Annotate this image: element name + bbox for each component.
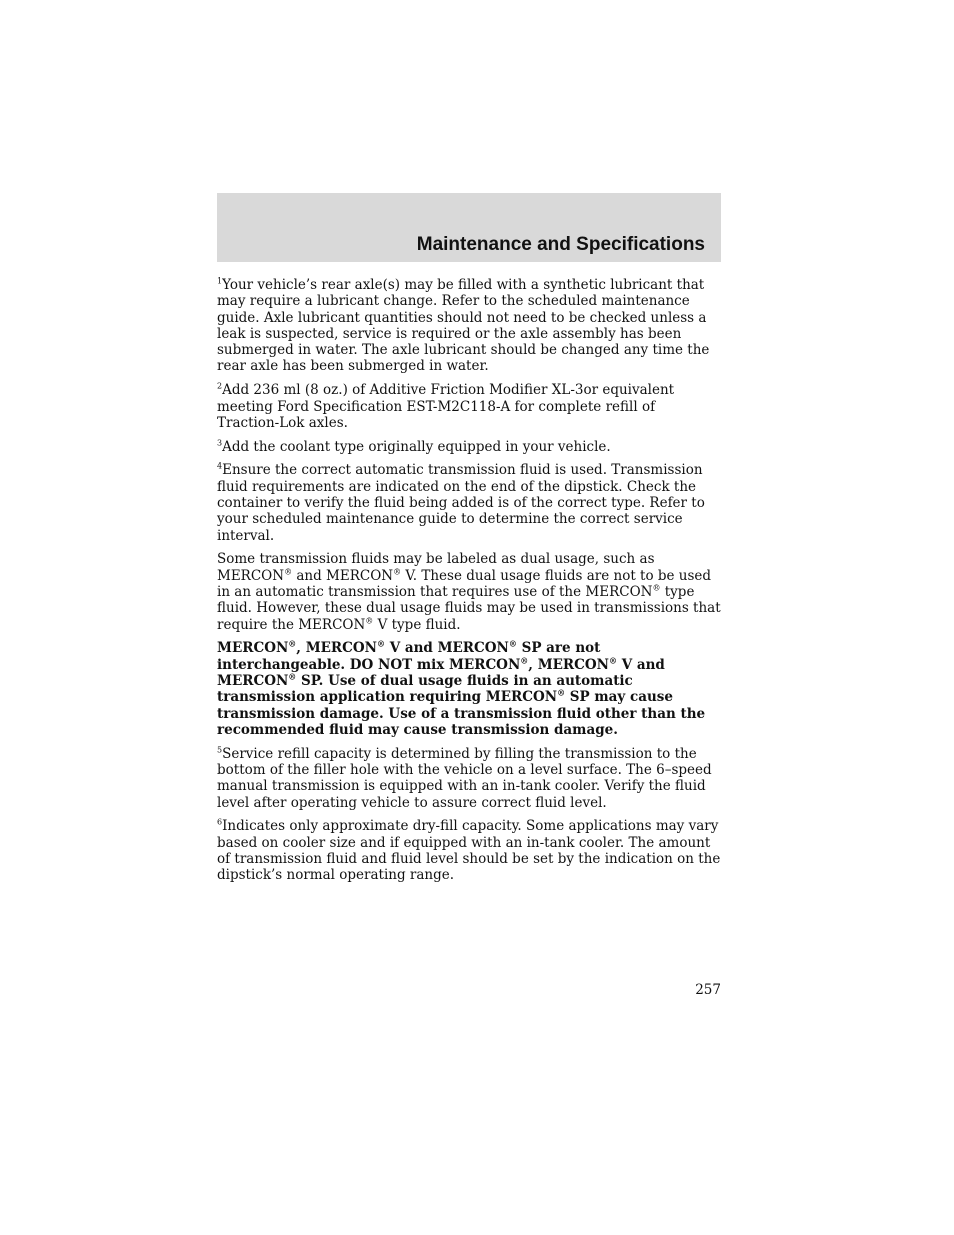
warning-text: MERCON®, MERCON® V and MERCON® SP are not interchangeable. DO NOT mix MERCON®, MERCON® V and MERCON® SP. Use of dual usage fluids in an automatic transmission application requiring MERCON® SP may cause transmission damage. Use of a transmission fluid other than the recommended fluid may cause transmission damage.: [217, 638, 706, 738]
footnote-marker: 3: [217, 438, 223, 448]
footnote-text: Ensure the correct automatic transmission fluid is used. Transmission fluid requirements are indicated on the end of the dipstick. Check the container to verify the fluid being added is of the correct type. Refer to your scheduled maintenance guide to determine the correct service interval.: [217, 462, 705, 544]
footnote-3: [217, 439, 721, 455]
footnote-text: Your vehicle’s rear axle(s) may be filled with a synthetic lubricant that may require a lubricant change. Refer to the scheduled maintenance guide. Axle lubricant quantities should not need to be checked unless a leak is suspected, service is required or the axle assembly has been submerged in water. The axle lubricant should be changed any time the rear axle has been submerged in water.: [217, 277, 710, 375]
registered-mark: ®: [288, 638, 297, 649]
footnote-text: Add the coolant type originally equipped in your vehicle.: [222, 438, 611, 455]
footnotes-body: [217, 277, 721, 891]
footnote-6: [217, 818, 721, 883]
registered-mark: ®: [393, 567, 402, 577]
registered-mark: ®: [284, 567, 293, 577]
footnote-4: [217, 462, 721, 543]
registered-mark: ®: [652, 583, 661, 593]
footnote-text: Service refill capacity is determined by filling the transmission to the bottom of the filler hole with the vehicle on a level surface. The 6–speed manual transmission is equipped with an in-tank cooler. Verify the fluid level after operating vehicle to assure correct fluid level.: [217, 745, 712, 811]
footnote-marker: 4: [217, 461, 223, 471]
warning-paragraph: [217, 640, 721, 738]
dual-usage-paragraph: [217, 551, 721, 632]
registered-mark: ®: [557, 687, 566, 698]
footnote-1: [217, 277, 721, 375]
registered-mark: ®: [609, 655, 617, 666]
registered-mark: ®: [508, 638, 517, 649]
footnote-marker: 6: [217, 817, 223, 827]
registered-mark: ®: [288, 671, 297, 682]
footnote-marker: 2: [217, 381, 223, 391]
footnote-5: [217, 746, 721, 811]
registered-mark: ®: [520, 655, 529, 666]
footnote-marker: 5: [217, 745, 223, 755]
section-title: Maintenance and Specifications: [416, 234, 705, 255]
footnote-2: [217, 382, 721, 431]
paragraph-text: Some transmission fluids may be labeled as dual usage, such as MERCON® and MERCON® V. These dual usage fluids are not to be used in an automatic transmission that requires use of the MERCON® type fluid. However, these dual usage fluids may be used in transmissions that require the MERCON® V type fluid.: [217, 551, 721, 633]
registered-mark: ®: [365, 616, 374, 626]
footnote-text: Add 236 ml (8 oz.) of Additive Friction Modifier XL-3or equivalent meeting Ford Specification EST-M2C118-A for complete refill of Traction-Lok axles.: [217, 382, 675, 431]
footnote-text: Indicates only approximate dry-fill capacity. Some applications may vary based on cooler size and if equipped with an in-tank cooler. The amount of transmission fluid and fluid level should be set by the indication on the dipstick’s normal operating range.: [217, 818, 721, 884]
section-header: [217, 193, 721, 262]
registered-mark: ®: [377, 638, 385, 649]
page-number: 257: [695, 982, 721, 998]
footnote-marker: 1: [217, 276, 223, 286]
